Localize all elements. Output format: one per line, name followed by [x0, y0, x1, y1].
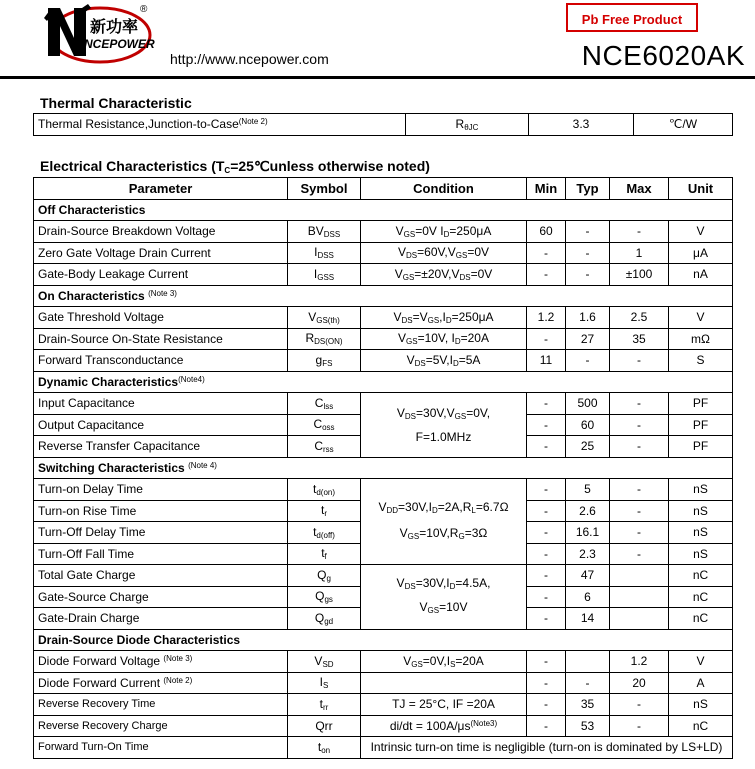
- max-cell: -: [610, 436, 669, 458]
- header-divider: [0, 76, 755, 79]
- condition-cell: $V_{DD}=30V,I_D=2A,R_L=6.7\Omega$ $V_{GS}=10V,R_G=3\Omega$: [361, 479, 527, 565]
- table-row: [34, 221, 733, 243]
- symbol-cell: $I_{DSS}$: [288, 242, 361, 264]
- typ-cell: -: [566, 672, 610, 694]
- condition-cell: TJ = 25°C, IF =20A: [361, 694, 527, 716]
- table-row: [34, 672, 733, 694]
- condition-cell: $V_{GS}=0V,I_S=20A$: [361, 651, 527, 673]
- table-row: [34, 651, 733, 673]
- param-cell: Turn-Off Delay Time: [34, 522, 288, 544]
- col-max: Max: [610, 178, 669, 200]
- min-cell: -: [527, 242, 566, 264]
- param-cell: Drain-Source On-State Resistance: [34, 328, 288, 350]
- min-cell: -: [527, 264, 566, 286]
- typ-cell: -: [566, 350, 610, 372]
- min-cell: -: [527, 672, 566, 694]
- col-symbol: Symbol: [288, 178, 361, 200]
- typ-cell: -: [566, 264, 610, 286]
- typ-cell: 500: [566, 393, 610, 415]
- symbol-cell: $t_f$: [288, 543, 361, 565]
- max-cell: -: [610, 522, 669, 544]
- typ-cell: [566, 651, 610, 673]
- param-cell: Thermal Resistance,Junction-to-Case$^{(Note 2)}$: [34, 114, 406, 136]
- symbol-cell: $C_{lss}$: [288, 393, 361, 415]
- param-cell: Diode Forward Voltage $^{(Note 3)}$: [34, 651, 288, 673]
- param-cell: Output Capacitance: [34, 414, 288, 436]
- condition-cell: $V_{DS}=60V,V_{GS}=0V$: [361, 242, 527, 264]
- unit-cell: nC: [669, 586, 733, 608]
- min-cell: -: [527, 500, 566, 522]
- symbol-cell: $I_{GSS}$: [288, 264, 361, 286]
- param-cell: Gate-Drain Charge: [34, 608, 288, 630]
- min-cell: -: [527, 608, 566, 630]
- header-row: [34, 178, 733, 200]
- typ-cell: 25: [566, 436, 610, 458]
- unit-cell: PF: [669, 414, 733, 436]
- table-row: [34, 264, 733, 286]
- unit-cell: nS: [669, 543, 733, 565]
- max-cell: ±100: [610, 264, 669, 286]
- table-row: [34, 694, 733, 716]
- max-cell: -: [610, 414, 669, 436]
- symbol-cell: $I_S$: [288, 672, 361, 694]
- website-link[interactable]: http://www.ncepower.com: [170, 51, 329, 67]
- typ-cell: 2.3: [566, 543, 610, 565]
- min-cell: -: [527, 565, 566, 587]
- condition-cell: $di/dt = 100A/\mu s^{(Note3)}$: [361, 715, 527, 737]
- param-cell: Gate Threshold Voltage: [34, 307, 288, 329]
- unit-cell: V: [669, 221, 733, 243]
- param-cell: Zero Gate Voltage Drain Current: [34, 242, 288, 264]
- param-cell: Forward Turn-On Time: [34, 737, 288, 759]
- symbol-cell: $C_{rss}$: [288, 436, 361, 458]
- typ-cell: 16.1: [566, 522, 610, 544]
- param-cell: Diode Forward Current $^{(Note 2)}$: [34, 672, 288, 694]
- min-cell: 60: [527, 221, 566, 243]
- condition-cell: $V_{DS}=5V,I_D=5A$: [361, 350, 527, 372]
- table-row: [34, 715, 733, 737]
- max-cell: -: [610, 715, 669, 737]
- typ-cell: 47: [566, 565, 610, 587]
- symbol-cell: $V_{GS(th)}$: [288, 307, 361, 329]
- param-cell: Reverse Transfer Capacitance: [34, 436, 288, 458]
- table-row: [34, 242, 733, 264]
- max-cell: -: [610, 221, 669, 243]
- unit-cell: ℃/W: [634, 114, 733, 136]
- param-cell: Drain-Source Breakdown Voltage: [34, 221, 288, 243]
- thermal-title: Thermal Characteristic: [40, 95, 192, 111]
- max-cell: -: [610, 479, 669, 501]
- typ-cell: 27: [566, 328, 610, 350]
- unit-cell: nS: [669, 694, 733, 716]
- max-cell: 2.5: [610, 307, 669, 329]
- symbol-cell: $t_{on}$: [288, 737, 361, 759]
- max-cell: 20: [610, 672, 669, 694]
- section-dynamic: Dynamic Characteristics$^{(Note4)}$: [34, 371, 733, 393]
- param-cell: Gate-Source Charge: [34, 586, 288, 608]
- condition-cell: [361, 672, 527, 694]
- col-condition: Condition: [361, 178, 527, 200]
- max-cell: -: [610, 694, 669, 716]
- min-cell: -: [527, 328, 566, 350]
- max-cell: 1.2: [610, 651, 669, 673]
- condition-cell: $V_{DS}=30V,I_D=4.5A$, $V_{GS}=10V$: [361, 565, 527, 630]
- typ-cell: 6: [566, 586, 610, 608]
- min-cell: -: [527, 715, 566, 737]
- symbol-cell: $t_{d(off)}$: [288, 522, 361, 544]
- unit-cell: mΩ: [669, 328, 733, 350]
- max-cell: 35: [610, 328, 669, 350]
- typ-cell: 1.6: [566, 307, 610, 329]
- max-cell: [610, 565, 669, 587]
- col-typ: Typ: [566, 178, 610, 200]
- typ-cell: 53: [566, 715, 610, 737]
- min-cell: 1.2: [527, 307, 566, 329]
- unit-cell: PF: [669, 393, 733, 415]
- table-row: [34, 393, 733, 415]
- max-cell: 1: [610, 242, 669, 264]
- symbol-cell: $Q_{gs}$: [288, 586, 361, 608]
- unit-cell: V: [669, 651, 733, 673]
- col-min: Min: [527, 178, 566, 200]
- min-cell: -: [527, 522, 566, 544]
- param-cell: Gate-Body Leakage Current: [34, 264, 288, 286]
- section-diode: Drain-Source Diode Characteristics: [34, 629, 733, 651]
- symbol-cell: $V_{SD}$: [288, 651, 361, 673]
- unit-cell: A: [669, 672, 733, 694]
- section-switching: Switching Characteristics $^{(Note 4)}$: [34, 457, 733, 479]
- part-number: NCE6020AK: [581, 40, 745, 71]
- table-row: [34, 307, 733, 329]
- unit-cell: S: [669, 350, 733, 372]
- param-cell: Reverse Recovery Time: [34, 694, 288, 716]
- param-cell: Reverse Recovery Charge: [34, 715, 288, 737]
- electrical-title: Electrical Characteristics ($T_C=25℃unless$ otherwise noted): [40, 158, 430, 175]
- typ-cell: -: [566, 221, 610, 243]
- min-cell: -: [527, 393, 566, 415]
- typ-cell: 5: [566, 479, 610, 501]
- col-unit: Unit: [669, 178, 733, 200]
- symbol-cell: $BV_{DSS}$: [288, 221, 361, 243]
- min-cell: -: [527, 651, 566, 673]
- symbol-cell: Qrr: [288, 715, 361, 737]
- min-cell: -: [527, 436, 566, 458]
- symbol-cell: $t_{d(on)}$: [288, 479, 361, 501]
- unit-cell: nC: [669, 608, 733, 630]
- logo-brand-text: NCEPOWER: [84, 37, 155, 51]
- table-row: [34, 114, 733, 136]
- table-row: [34, 350, 733, 372]
- condition-cell: Intrinsic turn-on time is negligible (turn-on is dominated by LS+LD): [361, 737, 733, 759]
- param-cell: Turn-Off Fall Time: [34, 543, 288, 565]
- min-cell: 11: [527, 350, 566, 372]
- unit-cell: nS: [669, 479, 733, 501]
- param-cell: Input Capacitance: [34, 393, 288, 415]
- param-cell: Total Gate Charge: [34, 565, 288, 587]
- table-row: [34, 479, 733, 501]
- min-cell: -: [527, 479, 566, 501]
- unit-cell: nC: [669, 565, 733, 587]
- min-cell: -: [527, 543, 566, 565]
- typ-cell: -: [566, 242, 610, 264]
- condition-cell: $V_{DS}=30V,V_{GS}=0V$, F=1.0MHz: [361, 393, 527, 458]
- table-row: [34, 565, 733, 587]
- typ-cell: 2.6: [566, 500, 610, 522]
- symbol-cell: $t_r$: [288, 500, 361, 522]
- symbol-cell: $Q_{gd}$: [288, 608, 361, 630]
- min-cell: -: [527, 586, 566, 608]
- table-row: [34, 328, 733, 350]
- section-off: Off Characteristics: [34, 199, 733, 221]
- condition-cell: $V_{GS}=0V$ $I_D=250\mu A$: [361, 221, 527, 243]
- condition-cell: $V_{GS}=\pm 20V,V_{DS}=0V$: [361, 264, 527, 286]
- registered-mark: ®: [140, 4, 148, 15]
- unit-cell: nS: [669, 500, 733, 522]
- condition-cell: $V_{GS}=10V$, $I_D=20A$: [361, 328, 527, 350]
- col-parameter: Parameter: [34, 178, 288, 200]
- symbol-cell: $Q_g$: [288, 565, 361, 587]
- typ-cell: 14: [566, 608, 610, 630]
- symbol-cell: $t_{rr}$: [288, 694, 361, 716]
- max-cell: -: [610, 350, 669, 372]
- param-cell: Forward Transconductance: [34, 350, 288, 372]
- value-cell: 3.3: [529, 114, 634, 136]
- thermal-table: [33, 113, 733, 136]
- max-cell: -: [610, 393, 669, 415]
- unit-cell: PF: [669, 436, 733, 458]
- symbol-cell: $R_{\theta JC}$: [406, 114, 529, 136]
- max-cell: [610, 608, 669, 630]
- unit-cell: V: [669, 307, 733, 329]
- typ-cell: 35: [566, 694, 610, 716]
- max-cell: [610, 586, 669, 608]
- symbol-cell: $R_{DS(ON)}$: [288, 328, 361, 350]
- param-cell: Turn-on Rise Time: [34, 500, 288, 522]
- typ-cell: 60: [566, 414, 610, 436]
- pb-free-badge: Pb Free Product: [566, 3, 698, 32]
- min-cell: -: [527, 414, 566, 436]
- electrical-table: [33, 177, 733, 759]
- symbol-cell: $C_{oss}$: [288, 414, 361, 436]
- min-cell: -: [527, 694, 566, 716]
- max-cell: -: [610, 500, 669, 522]
- unit-cell: nC: [669, 715, 733, 737]
- param-cell: Turn-on Delay Time: [34, 479, 288, 501]
- max-cell: -: [610, 543, 669, 565]
- condition-cell: $V_{DS}=V_{GS},I_D=250\mu A$: [361, 307, 527, 329]
- logo-chinese-text: 新功率: [90, 19, 139, 36]
- unit-cell: μA: [669, 242, 733, 264]
- unit-cell: nA: [669, 264, 733, 286]
- table-row: [34, 737, 733, 759]
- section-on: On Characteristics $^{(Note 3)}$: [34, 285, 733, 307]
- unit-cell: nS: [669, 522, 733, 544]
- symbol-cell: $g_{FS}$: [288, 350, 361, 372]
